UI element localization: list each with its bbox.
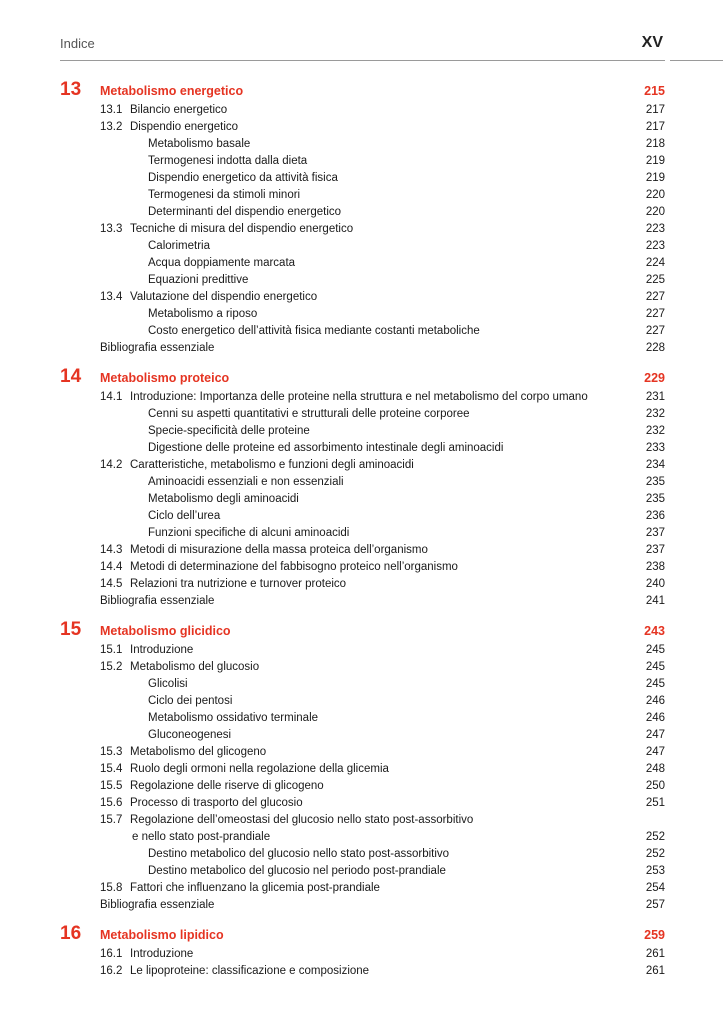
table-of-contents bbox=[60, 80, 665, 990]
entry-title: Aminoacidi essenziali e non essenziali bbox=[148, 476, 344, 488]
toc-entry[interactable] bbox=[100, 559, 665, 576]
entry-page: 245 bbox=[645, 644, 665, 656]
entry-title: Bibliografia essenziale bbox=[100, 342, 215, 354]
chapter-entries bbox=[100, 642, 665, 914]
toc-entry[interactable] bbox=[100, 474, 665, 491]
chapter-page: 243 bbox=[644, 624, 665, 638]
toc-entry[interactable] bbox=[100, 642, 665, 659]
entry-number: 15.7 bbox=[100, 814, 123, 826]
entry-title: Metabolismo del glucosio bbox=[130, 661, 260, 673]
chapter-page: 215 bbox=[644, 84, 665, 98]
entry-page: 252 bbox=[645, 848, 665, 860]
entry-number: 13.2 bbox=[100, 121, 123, 133]
toc-entry[interactable] bbox=[100, 187, 665, 204]
entry-title: Dispendio energetico bbox=[130, 121, 239, 133]
toc-entry[interactable] bbox=[100, 829, 665, 846]
entry-title: Fattori che influenzano la glicemia post-prandiale bbox=[130, 882, 380, 894]
entry-page: 235 bbox=[645, 493, 665, 505]
entry-page: 220 bbox=[645, 206, 665, 218]
entry-title: Metodi di determinazione del fabbisogno proteico nell’organismo bbox=[130, 561, 458, 573]
entry-page: 252 bbox=[645, 831, 665, 843]
entry-page: 247 bbox=[645, 729, 665, 741]
toc-entry[interactable] bbox=[100, 880, 665, 897]
entry-page: 253 bbox=[645, 865, 665, 877]
entry-page: 236 bbox=[645, 510, 665, 522]
chapter-entries bbox=[100, 946, 665, 980]
chapter-title: Metabolismo proteico bbox=[100, 371, 230, 385]
entry-page: 217 bbox=[645, 104, 665, 116]
entry-title: Introduzione: Importanza delle proteine nella struttura e nel metabolismo del corpo umano bbox=[130, 391, 588, 403]
toc-entry[interactable] bbox=[100, 593, 665, 610]
chapter-heading[interactable] bbox=[60, 367, 665, 389]
entry-page: 219 bbox=[645, 172, 665, 184]
entry-title: Metabolismo basale bbox=[148, 138, 251, 150]
toc-entry[interactable] bbox=[100, 693, 665, 710]
entry-page: 240 bbox=[645, 578, 665, 590]
entry-number: 13.1 bbox=[100, 104, 123, 116]
toc-entry[interactable] bbox=[100, 744, 665, 761]
entry-title: Funzioni specifiche di alcuni aminoacidi bbox=[148, 527, 350, 539]
toc-entry[interactable] bbox=[100, 289, 665, 306]
entry-title: Relazioni tra nutrizione e turnover proteico bbox=[130, 578, 347, 590]
entry-page: 227 bbox=[645, 291, 665, 303]
toc-entry[interactable] bbox=[100, 238, 665, 255]
entry-title: Ruolo degli ormoni nella regolazione della glicemia bbox=[130, 763, 389, 775]
toc-entry[interactable] bbox=[100, 576, 665, 593]
entry-title: Destino metabolico del glucosio nello stato post-assorbitivo bbox=[148, 848, 450, 860]
header-divider bbox=[60, 60, 665, 61]
toc-entry[interactable] bbox=[100, 761, 665, 778]
entry-page: 246 bbox=[645, 712, 665, 724]
entry-page: 246 bbox=[645, 695, 665, 707]
entry-title: Dispendio energetico da attività fisica bbox=[148, 172, 338, 184]
entry-title: Glicolisi bbox=[148, 678, 188, 690]
chapter-number: 13 bbox=[60, 79, 82, 100]
entry-page: 247 bbox=[645, 746, 665, 758]
entry-page: 257 bbox=[645, 899, 665, 911]
entry-title: Calorimetria bbox=[148, 240, 210, 252]
header-divider-right bbox=[670, 60, 723, 61]
entry-title: e nello stato post-prandiale bbox=[132, 831, 271, 843]
entry-title: Regolazione dell’omeostasi del glucosio nello stato post-assorbitivo bbox=[130, 814, 474, 826]
chapter-entries bbox=[100, 389, 665, 610]
chapter-entries bbox=[100, 102, 665, 357]
entry-page: 225 bbox=[645, 274, 665, 286]
toc-entry[interactable] bbox=[100, 508, 665, 525]
toc-entry[interactable] bbox=[100, 119, 665, 136]
entry-title: Metabolismo del glicogeno bbox=[130, 746, 267, 758]
entry-number: 15.1 bbox=[100, 644, 123, 656]
entry-page: 217 bbox=[645, 121, 665, 133]
entry-number: 15.4 bbox=[100, 763, 123, 775]
entry-page: 235 bbox=[645, 476, 665, 488]
entry-number: 16.2 bbox=[100, 965, 123, 977]
entry-number: 13.3 bbox=[100, 223, 123, 235]
entry-page: 241 bbox=[645, 595, 665, 607]
entry-page: 245 bbox=[645, 661, 665, 673]
entry-title: Introduzione bbox=[130, 948, 194, 960]
entry-number: 15.3 bbox=[100, 746, 123, 758]
entry-page: 233 bbox=[645, 442, 665, 454]
entry-title: Le lipoproteine: classificazione e composizione bbox=[130, 965, 370, 977]
chapter-section bbox=[60, 367, 665, 610]
toc-entry[interactable] bbox=[100, 255, 665, 272]
toc-entry[interactable] bbox=[100, 963, 665, 980]
entry-number: 14.1 bbox=[100, 391, 123, 403]
toc-entry[interactable] bbox=[100, 204, 665, 221]
chapter-title: Metabolismo glicidico bbox=[100, 624, 231, 638]
toc-entry[interactable] bbox=[100, 136, 665, 153]
entry-number: 14.5 bbox=[100, 578, 123, 590]
toc-entry[interactable] bbox=[100, 457, 665, 474]
entry-title: Metabolismo ossidativo terminale bbox=[148, 712, 319, 724]
toc-entry[interactable] bbox=[100, 846, 665, 863]
entry-title: Destino metabolico del glucosio nel periodo post-prandiale bbox=[148, 865, 446, 877]
entry-page: 237 bbox=[645, 544, 665, 556]
chapter-heading[interactable] bbox=[60, 620, 665, 642]
entry-title: Valutazione del dispendio energetico bbox=[130, 291, 318, 303]
toc-entry[interactable] bbox=[100, 812, 665, 829]
entry-title: Determinanti del dispendio energetico bbox=[148, 206, 342, 218]
entry-page: 248 bbox=[645, 763, 665, 775]
entry-number: 13.4 bbox=[100, 291, 123, 303]
entry-number: 14.2 bbox=[100, 459, 123, 471]
toc-entry[interactable] bbox=[100, 795, 665, 812]
toc-entry[interactable] bbox=[100, 102, 665, 119]
entry-title: Acqua doppiamente marcata bbox=[148, 257, 296, 269]
entry-number: 14.3 bbox=[100, 544, 123, 556]
entry-page: 218 bbox=[645, 138, 665, 150]
entry-title: Bibliografia essenziale bbox=[100, 595, 215, 607]
chapter-number: 15 bbox=[60, 619, 82, 640]
entry-page: 254 bbox=[645, 882, 665, 894]
toc-entry[interactable] bbox=[100, 525, 665, 542]
entry-title: Ciclo dei pentosi bbox=[148, 695, 233, 707]
entry-page: 232 bbox=[645, 408, 665, 420]
entry-page: 261 bbox=[645, 965, 665, 977]
toc-entry[interactable] bbox=[100, 272, 665, 289]
entry-number: 15.5 bbox=[100, 780, 123, 792]
toc-entry[interactable] bbox=[100, 542, 665, 559]
entry-title: Introduzione bbox=[130, 644, 194, 656]
entry-page: 231 bbox=[645, 391, 665, 403]
entry-title: Costo energetico dell’attività fisica mediante costanti metaboliche bbox=[148, 325, 480, 337]
entry-page: 250 bbox=[645, 780, 665, 792]
entry-page: 223 bbox=[645, 240, 665, 252]
entry-page: 224 bbox=[645, 257, 665, 269]
toc-entry[interactable] bbox=[100, 153, 665, 170]
toc-entry[interactable] bbox=[100, 306, 665, 323]
chapter-number: 16 bbox=[60, 923, 82, 944]
page-header bbox=[0, 0, 723, 70]
entry-page: 261 bbox=[645, 948, 665, 960]
toc-entry[interactable] bbox=[100, 170, 665, 187]
toc-entry[interactable] bbox=[100, 491, 665, 508]
entry-page: 232 bbox=[645, 425, 665, 437]
toc-entry[interactable] bbox=[100, 676, 665, 693]
toc-entry[interactable] bbox=[100, 946, 665, 963]
toc-entry[interactable] bbox=[100, 389, 665, 406]
toc-entry[interactable] bbox=[100, 221, 665, 238]
entry-title: Processo di trasporto del glucosio bbox=[130, 797, 303, 809]
chapter-number: 14 bbox=[60, 366, 82, 387]
chapter-section bbox=[60, 620, 665, 914]
entry-number: 16.1 bbox=[100, 948, 123, 960]
entry-title: Regolazione delle riserve di glicogeno bbox=[130, 780, 324, 792]
entry-number: 15.2 bbox=[100, 661, 123, 673]
toc-entry[interactable] bbox=[100, 897, 665, 914]
entry-title: Bilancio energetico bbox=[130, 104, 228, 116]
chapter-page: 259 bbox=[644, 928, 665, 942]
entry-page: 223 bbox=[645, 223, 665, 235]
entry-title: Specie-specificità delle proteine bbox=[148, 425, 310, 437]
toc-entry[interactable] bbox=[100, 659, 665, 676]
entry-number: 15.8 bbox=[100, 882, 123, 894]
entry-number: 14.4 bbox=[100, 561, 123, 573]
toc-entry[interactable] bbox=[100, 710, 665, 727]
entry-title: Termogenesi da stimoli minori bbox=[148, 189, 301, 201]
toc-entry[interactable] bbox=[100, 340, 665, 357]
entry-page: 245 bbox=[645, 678, 665, 690]
entry-page: 234 bbox=[645, 459, 665, 471]
entry-title: Ciclo dell’urea bbox=[148, 510, 221, 522]
entry-title: Metabolismo degli aminoacidi bbox=[148, 493, 299, 505]
entry-title: Termogenesi indotta dalla dieta bbox=[148, 155, 308, 167]
toc-entry[interactable] bbox=[100, 406, 665, 423]
entry-page: 219 bbox=[645, 155, 665, 167]
entry-title: Tecniche di misura del dispendio energetico bbox=[130, 223, 354, 235]
entry-page: 238 bbox=[645, 561, 665, 573]
chapter-title: Metabolismo lipidico bbox=[100, 928, 224, 942]
toc-entry[interactable] bbox=[100, 440, 665, 457]
running-header-title: Indice bbox=[60, 36, 95, 51]
entry-title: Digestione delle proteine ed assorbimento intestinale degli aminoacidi bbox=[148, 442, 504, 454]
entry-page: 237 bbox=[645, 527, 665, 539]
chapter-heading[interactable] bbox=[60, 80, 665, 102]
chapter-section bbox=[60, 80, 665, 357]
toc-entry[interactable] bbox=[100, 778, 665, 795]
entry-number: 15.6 bbox=[100, 797, 123, 809]
chapter-page: 229 bbox=[644, 371, 665, 385]
entry-title: Cenni su aspetti quantitativi e strutturali delle proteine corporee bbox=[148, 408, 470, 420]
entry-page: 227 bbox=[645, 308, 665, 320]
entry-page: 220 bbox=[645, 189, 665, 201]
entry-page: 228 bbox=[645, 342, 665, 354]
toc-entry[interactable] bbox=[100, 323, 665, 340]
entry-title: Caratteristiche, metabolismo e funzioni degli aminoacidi bbox=[130, 459, 414, 471]
entry-title: Bibliografia essenziale bbox=[100, 899, 215, 911]
toc-entry[interactable] bbox=[100, 863, 665, 880]
toc-entry[interactable] bbox=[100, 727, 665, 744]
toc-entry[interactable] bbox=[100, 423, 665, 440]
chapter-heading[interactable] bbox=[60, 924, 665, 946]
entry-page: 227 bbox=[645, 325, 665, 337]
page-number: XV bbox=[641, 34, 663, 51]
entry-title: Metabolismo a riposo bbox=[148, 308, 258, 320]
chapter-section bbox=[60, 924, 665, 980]
entry-title: Metodi di misurazione della massa proteica dell’organismo bbox=[130, 544, 428, 556]
chapter-title: Metabolismo energetico bbox=[100, 84, 244, 98]
entry-title: Equazioni predittive bbox=[148, 274, 249, 286]
entry-page: 251 bbox=[645, 797, 665, 809]
entry-title: Gluconeogenesi bbox=[148, 729, 232, 741]
